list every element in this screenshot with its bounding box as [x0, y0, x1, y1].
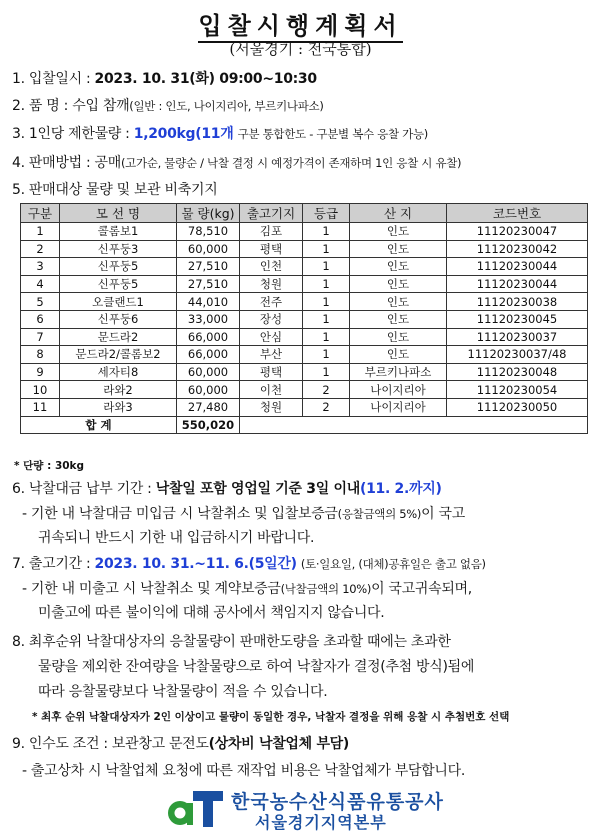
item-2-product: 2. 품 명 : 수입 참깨(일반 : 인도, 나이지리아, 부르키나파소): [12, 98, 324, 114]
table-row: [21, 381, 588, 399]
item-4-sale-method: 4. 판매방법 : 공매(고가순, 물량순 / 낙찰 결정 시 예정가격이 존재하며 1인 응찰 시 유찰): [12, 155, 462, 171]
table-cell: 문드라2/콜롬보2: [60, 346, 177, 364]
table-cell: 인도: [350, 223, 447, 241]
item-6-payment-period: 6. 낙찰대금 납부 기간 : 낙찰일 포함 영업일 기준 3일 이내(11. 2.까지): [12, 481, 442, 497]
table-cell: 인도: [350, 346, 447, 364]
table-cell: 27,510: [177, 258, 240, 276]
table-cell: 11: [21, 398, 60, 416]
total-label: 합 계: [21, 416, 177, 434]
document-title: 입찰시행계획서: [0, 6, 601, 41]
table-cell: 신푸둥3: [60, 240, 177, 258]
item-5-sale-target: 5. 판매대상 물량 및 보관 비축기지: [12, 182, 218, 198]
table-cell: 8: [21, 346, 60, 364]
table-cell: 1: [303, 275, 350, 293]
table-cell: 60,000: [177, 381, 240, 399]
table-row: [21, 310, 588, 328]
table-cell: 27,510: [177, 275, 240, 293]
table-cell: 신푸둥6: [60, 310, 177, 328]
col-header: 물 량(kg): [177, 204, 240, 223]
table-row: [21, 223, 588, 241]
table-cell: 11120230044: [447, 275, 588, 293]
organization-logo: [165, 785, 445, 833]
table-cell: 66,000: [177, 328, 240, 346]
table-cell: 세자티8: [60, 363, 177, 381]
at-logo-icon: [165, 789, 225, 829]
table-cell: 9: [21, 363, 60, 381]
table-cell: 이천: [240, 381, 303, 399]
table-cell: 안심: [240, 328, 303, 346]
table-cell: 인도: [350, 293, 447, 311]
table-cell: 신푸둥5: [60, 275, 177, 293]
table-cell: 6: [21, 310, 60, 328]
table-total-row: [21, 416, 588, 434]
unit-note: * 단량 : 30kg: [14, 460, 85, 472]
total-empty-cell: [240, 416, 588, 434]
table-cell: 3: [21, 258, 60, 276]
col-header: 코드번호: [447, 204, 588, 223]
table-row: [21, 275, 588, 293]
col-header: 산 지: [350, 204, 447, 223]
table-cell: 평택: [240, 240, 303, 258]
table-cell: 11120230037: [447, 328, 588, 346]
table-cell: 1: [303, 223, 350, 241]
table-row: [21, 258, 588, 276]
table-cell: 33,000: [177, 310, 240, 328]
item-6-note-line-2: 귀속되니 반드시 기한 내 입금하시기 바랍니다.: [38, 530, 315, 546]
item-7-note-line-2: 미출고에 따른 불이익에 대해 공사에서 책임지지 않습니다.: [38, 605, 385, 621]
table-cell: 7: [21, 328, 60, 346]
item-8-line-2: 물량을 제외한 잔여량을 낙찰물량으로 하여 낙찰자가 결정(추첨 방식)됨에: [38, 659, 475, 675]
table-cell: 10: [21, 381, 60, 399]
table-cell: 66,000: [177, 346, 240, 364]
total-value: 550,020: [177, 416, 240, 434]
table-cell: 라와3: [60, 398, 177, 416]
table-cell: 문드라2: [60, 328, 177, 346]
table-cell: 78,510: [177, 223, 240, 241]
table-cell: 인도: [350, 258, 447, 276]
table-cell: 콜롬보1: [60, 223, 177, 241]
table-cell: 1: [21, 223, 60, 241]
table-cell: 11120230037/48: [447, 346, 588, 364]
table-cell: 인도: [350, 328, 447, 346]
table-cell: 1: [303, 363, 350, 381]
table-cell: 인도: [350, 240, 447, 258]
table-cell: 인도: [350, 310, 447, 328]
table-cell: 인도: [350, 275, 447, 293]
table-cell: 11120230047: [447, 223, 588, 241]
table-cell: 인천: [240, 258, 303, 276]
item-7-shipping-period: 7. 출고기간 : 2023. 10. 31.~11. 6.(5일간) (토·일요일, (대체)공휴일은 출고 없음): [12, 556, 486, 572]
table-cell: 오클랜드1: [60, 293, 177, 311]
col-header: 구분: [21, 204, 60, 223]
table-cell: 11120230045: [447, 310, 588, 328]
table-cell: 청원: [240, 275, 303, 293]
table-header-row: [21, 204, 588, 223]
item-7-note-line-1: - 기한 내 미출고 시 낙찰취소 및 계약보증금(낙찰금액의 10%)이 국고귀속되며,: [22, 581, 472, 597]
table-cell: 나이지리아: [350, 398, 447, 416]
table-cell: 11120230044: [447, 258, 588, 276]
table-cell: 청원: [240, 398, 303, 416]
col-header: 출고기지: [240, 204, 303, 223]
sale-target-table: [20, 203, 588, 434]
item-9-delivery-terms: 9. 인수도 조건 : 보관창고 문전도(상차비 낙찰업체 부담): [12, 736, 350, 752]
table-cell: 11120230042: [447, 240, 588, 258]
table-cell: 2: [21, 240, 60, 258]
table-cell: 4: [21, 275, 60, 293]
table-cell: 1: [303, 258, 350, 276]
table-cell: 라와2: [60, 381, 177, 399]
table-cell: 1: [303, 293, 350, 311]
table-cell: 부르키나파소: [350, 363, 447, 381]
table-cell: 신푸둥5: [60, 258, 177, 276]
table-cell: 부산: [240, 346, 303, 364]
table-cell: 1: [303, 240, 350, 258]
organization-branch: 서울경기지역본부: [255, 813, 387, 832]
item-1-bid-date: 1. 입찰일시 : 2023. 10. 31(화) 09:00~10:30: [12, 71, 317, 87]
table-row: [21, 240, 588, 258]
organization-name: 한국농수산식품유통공사: [231, 791, 444, 813]
table-row: [21, 398, 588, 416]
table-cell: 5: [21, 293, 60, 311]
table-cell: 평택: [240, 363, 303, 381]
document-subtitle: (서울경기 : 전국통합): [229, 40, 372, 58]
item-8-note: * 최후 순위 낙찰대상자가 2인 이상이고 물량이 동일한 경우, 낙찰자 결정을 위해 응찰 시 추첨번호 선택: [32, 711, 510, 723]
table-cell: 11120230050: [447, 398, 588, 416]
table-cell: 11120230054: [447, 381, 588, 399]
table-cell: 김포: [240, 223, 303, 241]
table-cell: 27,480: [177, 398, 240, 416]
col-header: 모 선 명: [60, 204, 177, 223]
item-9-note: - 출고상차 시 낙찰업체 요청에 따른 재작업 비용은 낙찰업체가 부담합니다.: [22, 763, 465, 779]
table-cell: 나이지리아: [350, 381, 447, 399]
table-row: [21, 346, 588, 364]
item-6-note-line-1: - 기한 내 낙찰대금 미입금 시 낙찰취소 및 입찰보증금(응찰금액의 5%)이 국고: [22, 506, 465, 522]
table-cell: 1: [303, 310, 350, 328]
table-cell: 1: [303, 346, 350, 364]
table-row: [21, 363, 588, 381]
item-8-final-bidder: 8. 최후순위 낙찰대상자의 응찰물량이 판매한도량을 초과할 때에는 초과한: [12, 634, 451, 650]
table-cell: 60,000: [177, 240, 240, 258]
table-cell: 전주: [240, 293, 303, 311]
table-cell: 2: [303, 381, 350, 399]
table-cell: 60,000: [177, 363, 240, 381]
table-row: [21, 293, 588, 311]
item-3-limit: 3. 1인당 제한물량 : 1,200kg(11개 구분 통합한도 - 구분별 복수 응찰 가능): [12, 126, 428, 142]
table-cell: 11120230048: [447, 363, 588, 381]
col-header: 등급: [303, 204, 350, 223]
table-cell: 장성: [240, 310, 303, 328]
table-cell: 1: [303, 328, 350, 346]
table-cell: 11120230038: [447, 293, 588, 311]
table-cell: 44,010: [177, 293, 240, 311]
table-cell: 2: [303, 398, 350, 416]
table-row: [21, 328, 588, 346]
item-8-line-3: 따라 응찰물량보다 낙찰물량이 적을 수 있습니다.: [38, 684, 328, 700]
